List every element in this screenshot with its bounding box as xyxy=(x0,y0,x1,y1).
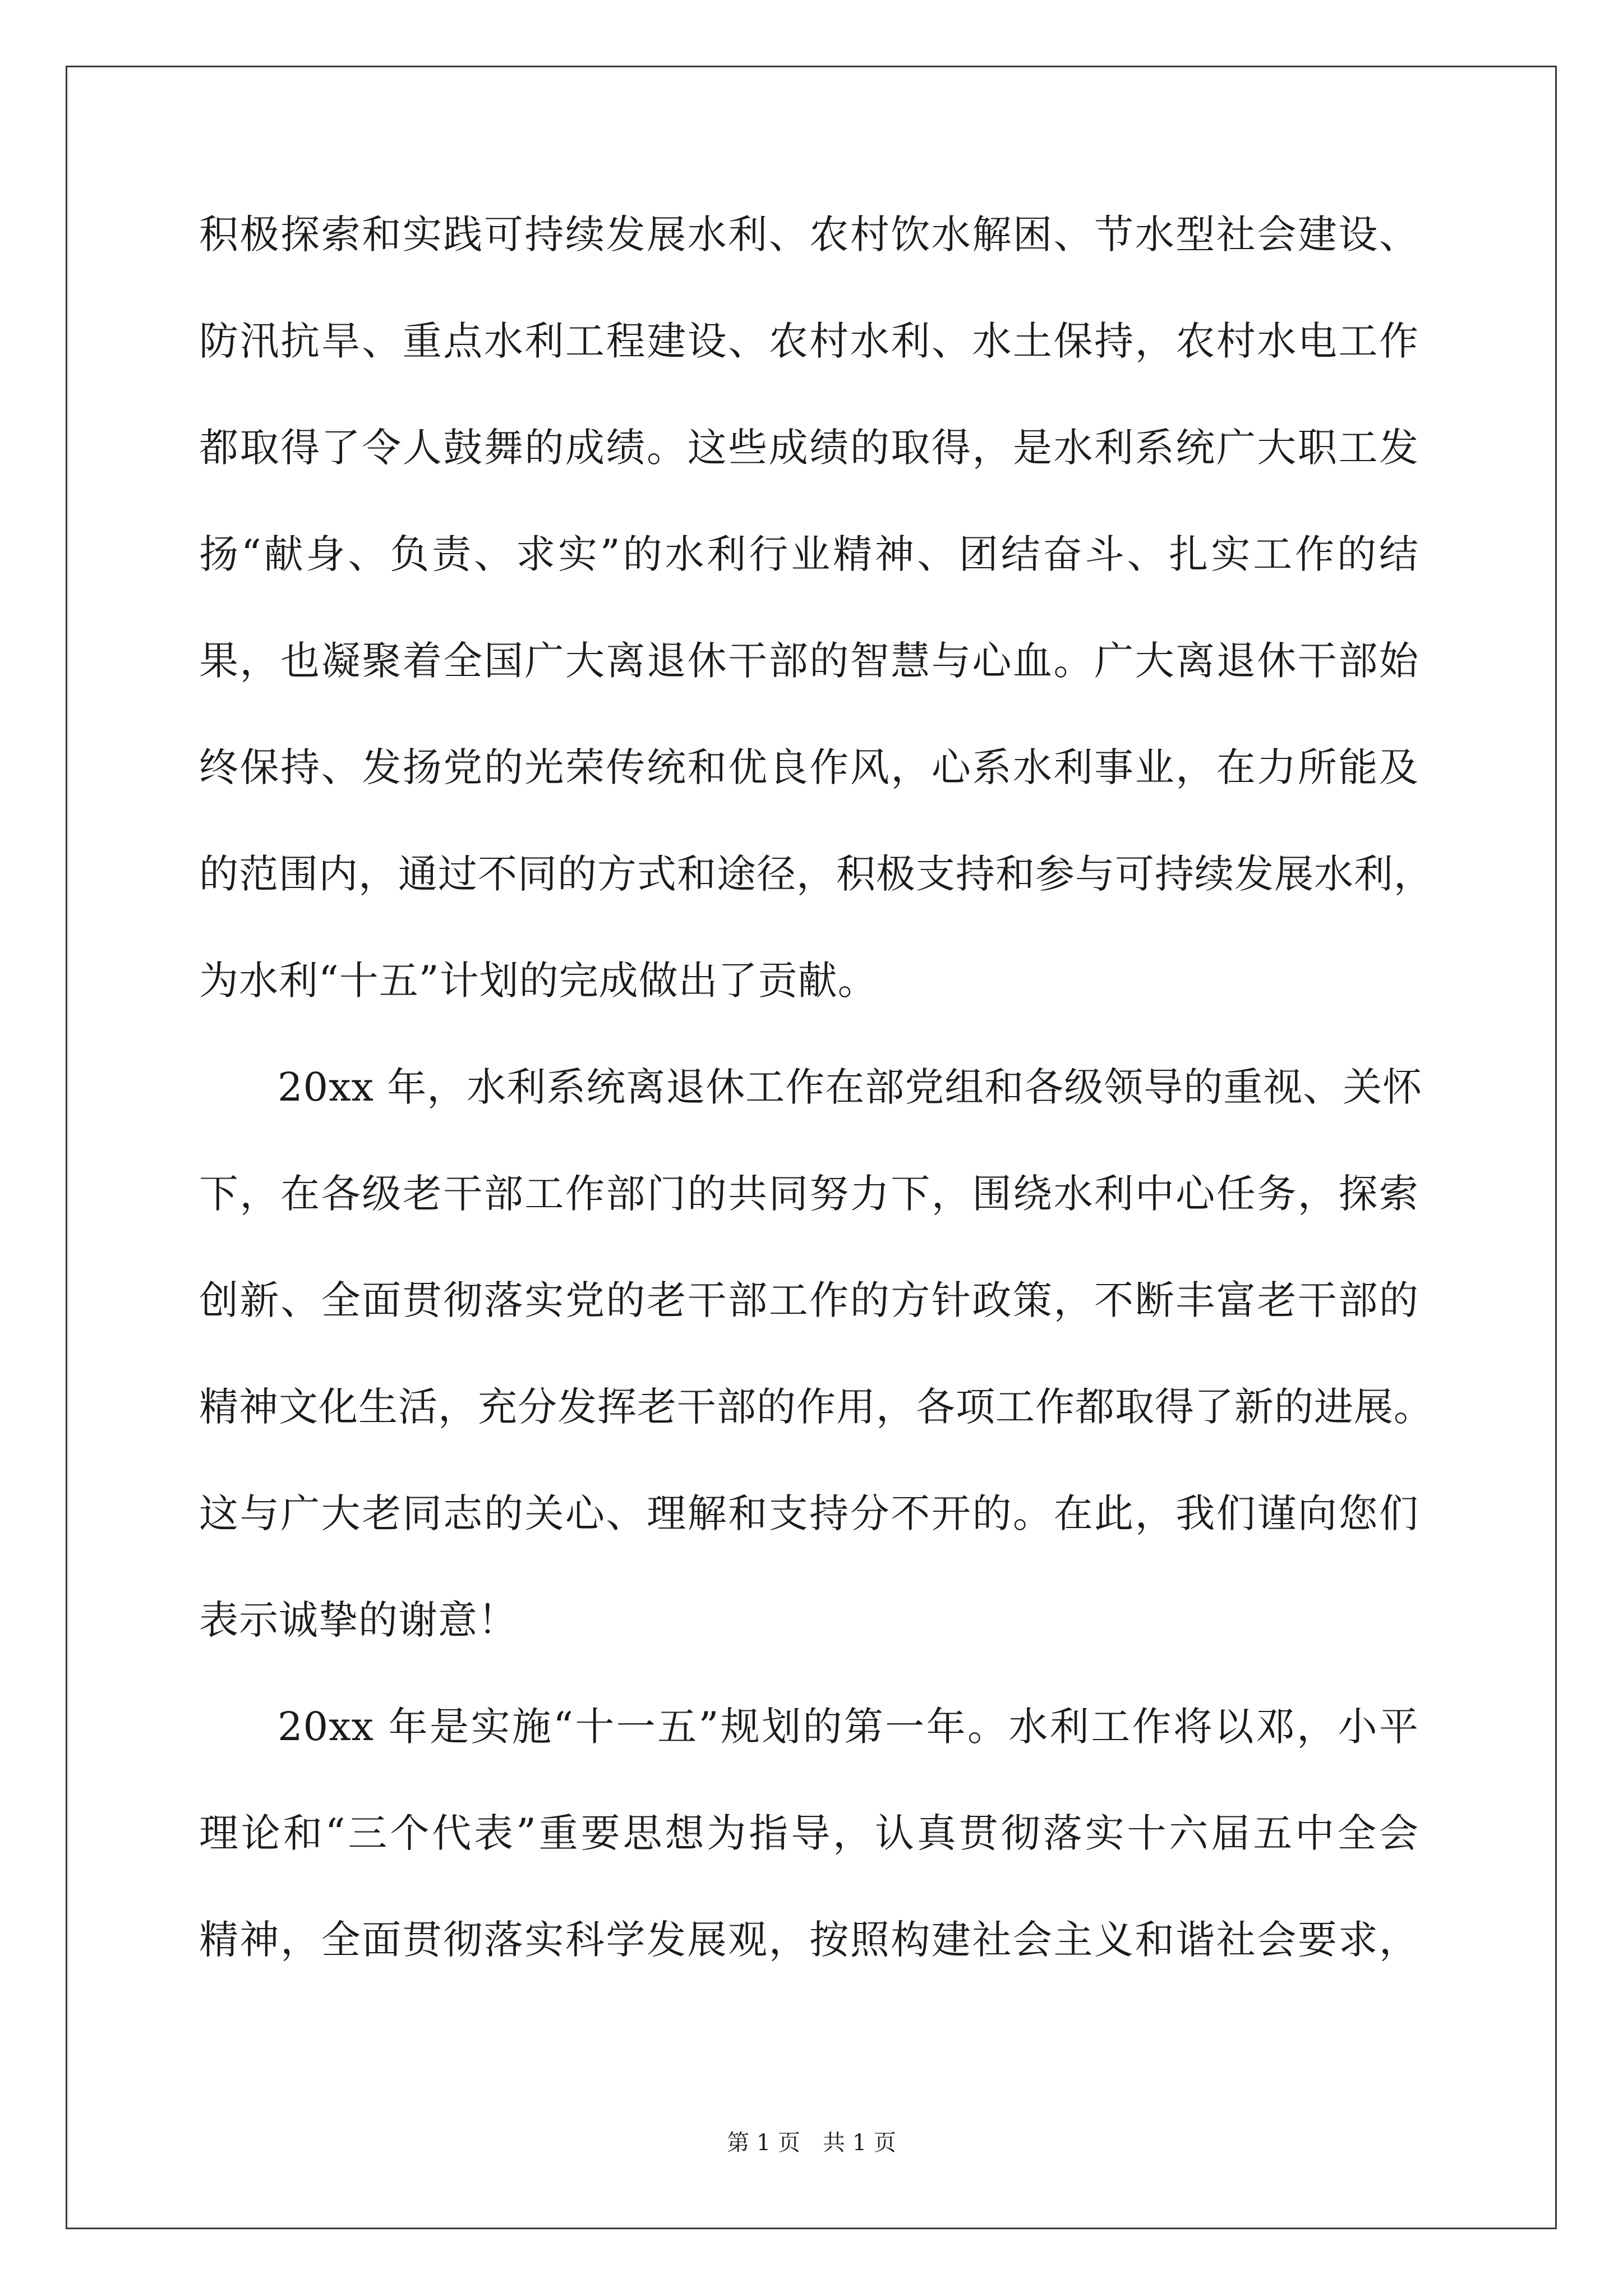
text-line: 下，在各级老干部工作部门的共同努力下，围绕水利中心任务，探索 xyxy=(199,1171,1419,1217)
text-line: 果，也凝聚着全国广大离退休干部的智慧与心血。广大离退休干部始 xyxy=(199,638,1419,684)
text-line: 的范围内，通过不同的方式和途径，积极支持和参与可持续发展水利， xyxy=(199,851,1433,897)
text-line: 扬“献身、负责、求实”的水利行业精神、团结奋斗、扎实工作的结 xyxy=(199,531,1419,577)
text-line: 终保持、发扬党的光荣传统和优良作风，心系水利事业，在力所能及 xyxy=(199,744,1419,790)
text-line: 精神文化生活，充分发挥老干部的作用，各项工作都取得了新的进展。 xyxy=(199,1384,1433,1430)
text-line: 创新、全面贯彻落实党的老干部工作的方针政策，不断丰富老干部的 xyxy=(199,1277,1419,1323)
text-line: 20xx 年是实施“十一五”规划的第一年。水利工作将以邓，小平 xyxy=(278,1704,1419,1750)
text-line: 表示诚挚的谢意！ xyxy=(199,1597,518,1643)
text-line: 都取得了令人鼓舞的成绩。这些成绩的取得，是水利系统广大职工发 xyxy=(199,425,1419,471)
text-line: 为水利“十五”计划的完成做出了贡献。 xyxy=(199,958,878,1004)
text-line: 这与广大老同志的关心、理解和支持分不开的。在此，我们谨向您们 xyxy=(199,1490,1419,1536)
document-body xyxy=(199,208,1433,2019)
text-line: 理论和“三个代表”重要思想为指导，认真贯彻落实十六届五中全会 xyxy=(199,1810,1419,1856)
text-line: 精神，全面贯彻落实科学发展观，按照构建社会主义和谐社会要求， xyxy=(199,1917,1419,1963)
text-line: 积极探索和实践可持续发展水利、农村饮水解困、节水型社会建设、 xyxy=(199,211,1419,257)
page-footer: 第 1 页 共 1 页 xyxy=(727,2130,896,2156)
text-line: 防汛抗旱、重点水利工程建设、农村水利、水土保持，农村水电工作 xyxy=(199,318,1419,364)
text-line: 20xx 年，水利系统离退休工作在部党组和各级领导的重视、关怀 xyxy=(278,1064,1423,1110)
